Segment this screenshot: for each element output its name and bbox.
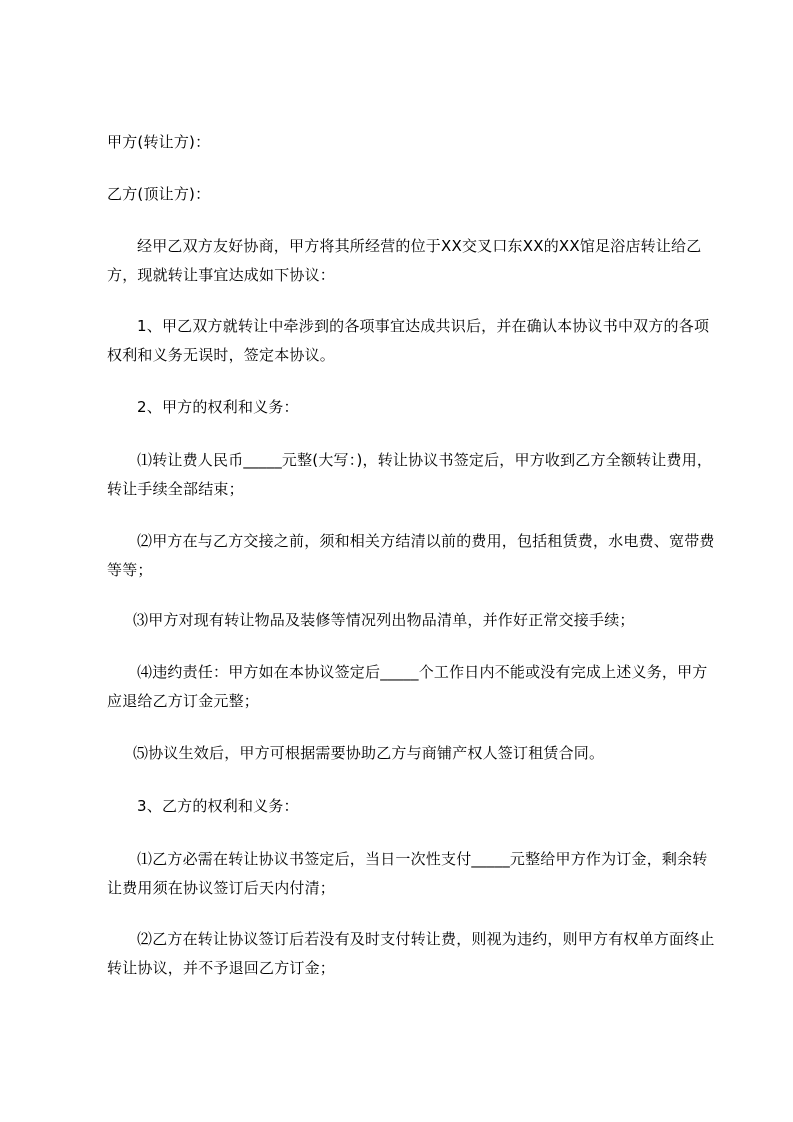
clause-2-title: 2、甲方的权利和义务：	[137, 398, 299, 416]
party-a-line: 甲方(转让方)：	[107, 133, 211, 151]
clause-2-item-1: ⑴转让费人民币_____元整(大写：)，转让协议书签定后，甲方收到乙方全额转让费用，转让手续全部结束；	[107, 451, 713, 498]
clause-3-item-1: ⑴乙方必需在转让协议书签定后，当日一次性支付_____元整给甲方作为订金，剩余转让费用须在协议签订后天内付清；	[107, 850, 708, 897]
clause-3-title: 3、乙方的权利和义务：	[137, 797, 299, 815]
party-b-line: 乙方(顶让方)：	[107, 185, 211, 203]
clause-2-item-4: ⑷违约责任：甲方如在本协议签定后_____个工作日内不能或没有完成上述义务，甲方应退给乙方订金元整；	[107, 663, 708, 710]
clause-3-item-2: ⑵乙方在转让协议签订后若没有及时支付转让费，则视为违约，则甲方有权单方面终止转让协议，并不予退回乙方订金；	[107, 930, 715, 977]
clause-1: 1、甲乙双方就转让中牵涉到的各项事宜达成共识后，并在确认本协议书中双方的各项权利和义务无误时，签定本协议。	[107, 317, 710, 364]
intro-paragraph: 经甲乙双方友好协商，甲方将其所经营的位于XX交叉口东XX的XX馆足浴店转让给乙方，现就转让事宜达成如下协议：	[107, 237, 702, 284]
clause-2-item-5: ⑸协议生效后，甲方可根据需要协助乙方与商铺产权人签订租赁合同。	[133, 744, 605, 762]
clause-2-item-3: ⑶甲方对现有转让物品及装修等情况列出物品清单，并作好正常交接手续；	[133, 611, 635, 629]
clause-2-item-2: ⑵甲方在与乙方交接之前，须和相关方结清以前的费用，包括租赁费，水电费、宽带费等等；	[107, 532, 715, 579]
